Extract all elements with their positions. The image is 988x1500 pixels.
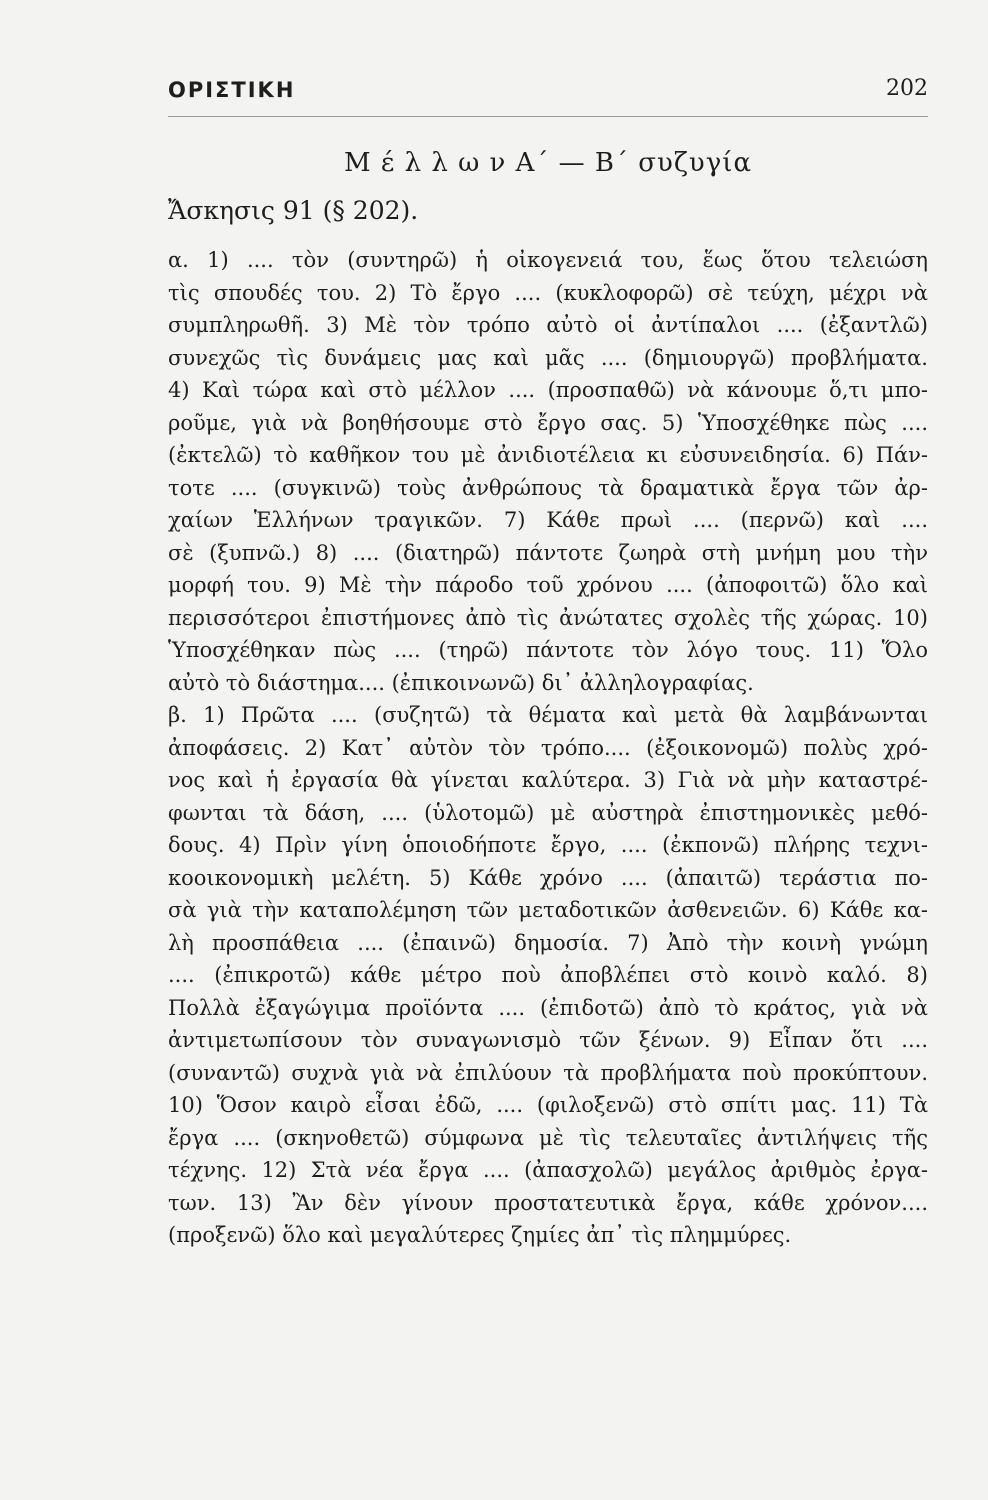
header-rule xyxy=(168,116,928,117)
text-line: συμπληρωθῆ. 3) Μὲ τὸν τρόπο αὐτὸ οἱ ἀντίπαλοι .... (ἐξαντλῶ) xyxy=(168,313,928,337)
text-line: ἀντιμετωπίσουν τὸν συναγωνισμὸ τῶν ξένων. 9) Εἶπαν ὅτι .... xyxy=(168,1028,928,1052)
text-line: τέχνης. 12) Στὰ νέα ἔργα .... (ἀπασχολῶ) μεγάλος ἀριθμὸς ἐργα- xyxy=(168,1158,928,1182)
text-line: τὶς σπουδές του. 2) Τὸ ἔργο .... (κυκλοφορῶ) σὲ τεύχη, μέχρι νὰ xyxy=(168,280,928,305)
text-line: ροῦμε, γιὰ νὰ βοηθήσουμε στὸ ἔργο σας. 5) Ὑποσχέθηκε πὼς .... xyxy=(168,410,928,435)
text-line: ἀποφάσεις. 2) Κατ᾿ αὐτὸν τὸν τρόπο.... (ἐξοικονομῶ) πολὺς χρό- xyxy=(168,735,928,760)
text-line: α. 1) .... τὸν (συντηρῶ) ἡ οἰκογενειά του, ἕως ὅτου τελειώση xyxy=(168,248,928,272)
text-line: κοοικονομικὴ μελέτη. 5) Κάθε χρόνο .... (ἀπαιτῶ) τεράστια πο- xyxy=(168,865,928,890)
text-line: περισσότεροι ἐπιστήμονες ἀπὸ τὶς ἀνώτατες σχολὲς τῆς χώρας. 10) xyxy=(168,605,928,630)
page-number: 202 xyxy=(886,76,928,101)
text-line: (ἐκτελῶ) τὸ καθῆκον του μὲ ἀνιδιοτέλεια κι εὐσυνειδησία. 6) Πάν- xyxy=(168,443,928,467)
running-title: ΟΡΙΣΤΙΚΗ xyxy=(168,78,296,102)
text-line: σὲ (ξυπνῶ.) 8) .... (διατηρῶ) πάντοτε ζωηρὰ στὴ μνήμη μου τὴν xyxy=(168,540,928,565)
text-line: ἔργα .... (σκηνοθετῶ) σύμφωνα μὲ τὶς τελευταῖες ἀντιλήψεις τῆς xyxy=(168,1125,928,1150)
text-line: Πολλὰ ἐξαγώγιμα προϊόντα .... (ἐπιδοτῶ) ἀπὸ τὸ κράτος, γιὰ νὰ xyxy=(168,995,928,1020)
page-header xyxy=(168,74,928,114)
text-line: των. 13) Ἂν δὲν γίνουν προστατευτικὰ ἔργα, κάθε χρόνον.... xyxy=(168,1190,928,1215)
text-line: λὴ προσπάθεια .... (ἐπαινῶ) δημοσία. 7) Ἀπὸ τὴν κοινὴ γνώμη xyxy=(168,930,928,955)
text-line: .... (ἐπικροτῶ) κάθε μέτρο ποὺ ἀποβλέπει στὸ κοινὸ καλό. 8) xyxy=(168,963,928,987)
text-line: χαίων Ἑλλήνων τραγικῶν. 7) Κάθε πρωὶ .... (περνῶ) καὶ .... xyxy=(168,508,928,532)
text-line: σὰ γιὰ τὴν καταπολέμηση τῶν μεταδοτικῶν ἀσθενειῶν. 6) Κάθε κα- xyxy=(168,898,928,922)
text-line: αὐτὸ τὸ διάστημα.... (ἐπικοινωνῶ) δι᾿ ἀλληλογραφίας. xyxy=(168,670,754,695)
text-line: (προξενῶ) ὅλο καὶ μεγαλύτερες ζημίες ἀπ᾿ τὶς πλημμύρες. xyxy=(168,1223,792,1247)
text-line: 10) Ὅσον καιρὸ εἶσαι ἐδῶ, .... (φιλοξενῶ) στὸ σπίτι μας. 11) Τὰ xyxy=(168,1093,928,1117)
exercise-title: Ἄσκησις 91 (§ 202). xyxy=(168,196,419,225)
text-line: μορφή του. 9) Μὲ τὴν πάροδο τοῦ χρόνου .... (ἀποφοιτῶ) ὅλο καὶ xyxy=(168,573,928,597)
text-line: δους. 4) Πρὶν γίνη ὁποιοδήποτε ἔργο, .... (ἐκπονῶ) πλήρης τεχνι- xyxy=(168,833,928,857)
section-title: Μ έ λ λ ω ν Α΄ — Β΄ συζυγία xyxy=(343,148,753,178)
text-line: 4) Καὶ τώρα καὶ στὸ μέλλον .... (προσπαθῶ) νὰ κάνουμε ὅ,τι μπο- xyxy=(168,378,928,402)
text-line: φωνται τὰ δάση, .... (ὑλοτομῶ) μὲ αὐστηρὰ ἐπιστημονικὲς μεθό- xyxy=(168,800,928,825)
text-line: Ὑποσχέθηκαν πὼς .... (τηρῶ) πάντοτε τὸν λόγο τους. 11) Ὅλο xyxy=(168,638,928,662)
text-line: νος καὶ ἡ ἐργασία θὰ γίνεται καλύτερα. 3) Γιὰ νὰ μὴν καταστρέ- xyxy=(168,768,928,792)
text-line: (συναντῶ) συχνὰ γιὰ νὰ ἐπιλύουν τὰ προβλήματα ποὺ προκύπτουν. xyxy=(168,1060,928,1085)
text-line: β. 1) Πρῶτα .... (συζητῶ) τὰ θέματα καὶ μετὰ θὰ λαμβάνωνται xyxy=(168,703,928,727)
text-line: συνεχῶς τὶς δυνάμεις μας καὶ μᾶς .... (δημιουργῶ) προβλήματα. xyxy=(168,345,928,370)
text-line: τοτε .... (συγκινῶ) τοὺς ἀνθρώπους τὰ δραματικὰ ἔργα τῶν ἀρ- xyxy=(168,475,928,500)
exercise-body xyxy=(168,244,928,1252)
